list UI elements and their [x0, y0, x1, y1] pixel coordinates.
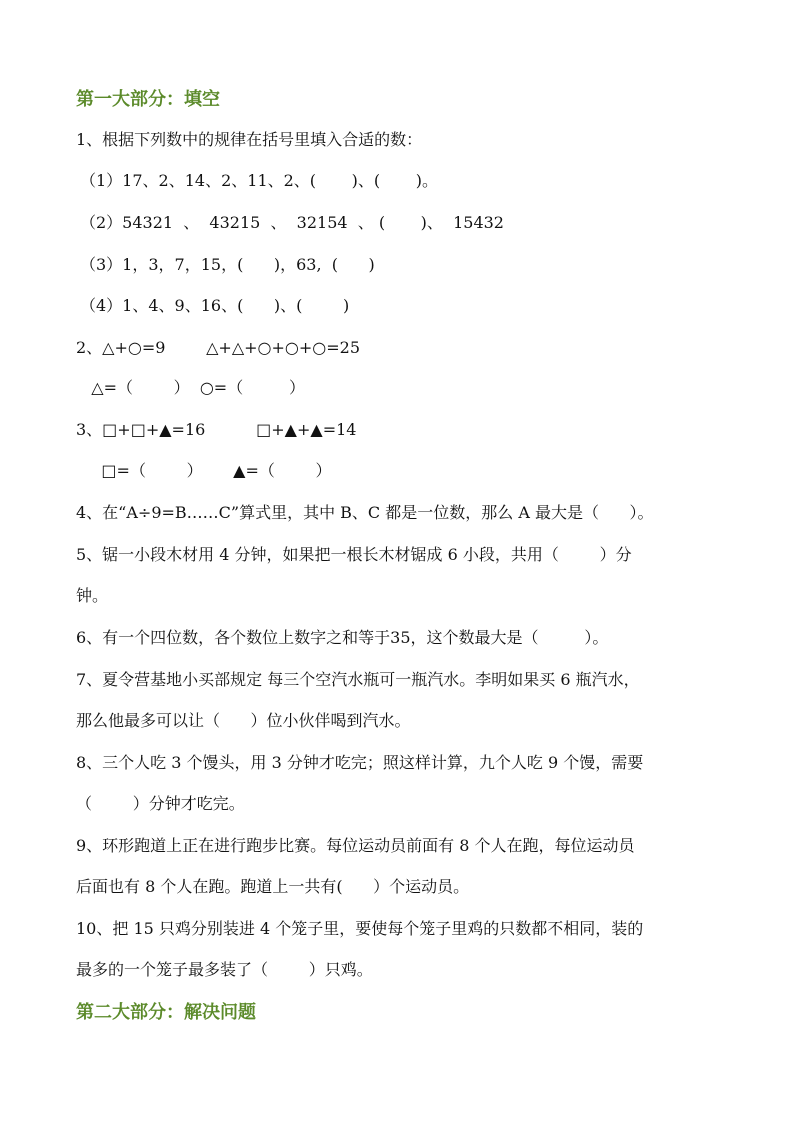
question-3-answers: □=（ ） ▲=（ ） — [76, 461, 332, 480]
question-8-line-2: （ ）分钟才吃完。 — [76, 794, 245, 813]
question-6: 6、有一个四位数，各个数位上数字之和等于35，这个数最大是（ ）。 — [76, 628, 609, 647]
question-8-line-1: 8、三个人吃 3 个馒头，用 3 分钟才吃完；照这样计算，九个人吃 9 个馒，需要 — [76, 753, 644, 772]
question-7-line-1: 7、夏令营基地小买部规定 每三个空汽水瓶可一瓶汽水。李明如果买 6 瓶汽水， — [76, 670, 640, 689]
question-5-line-2: 钟。 — [76, 586, 109, 605]
question-3-equations: 3、□+□+▲=16 □+▲+▲=14 — [76, 420, 357, 439]
question-1-part-2: （2）54321 、 43215 、 32154 、 ( )、 15432 — [80, 213, 504, 232]
question-2-answers: △=（ ） ○=（ ） — [76, 378, 305, 397]
section-1-title: 第一大部分：填空 — [76, 89, 220, 110]
question-4: 4、在“A÷9=B……C”算式里，其中 B、C 都是一位数，那么 A 最大是（ ）。 — [76, 503, 654, 522]
question-1-stem: 1、根据下列数中的规律在括号里填入合适的数： — [76, 130, 423, 149]
question-10-line-2: 最多的一个笼子最多装了（ ）只鸡。 — [76, 960, 373, 979]
question-5-line-1: 5、锯一小段木材用 4 分钟，如果把一根长木材锯成 6 小段，共用（ ）分 — [76, 545, 632, 564]
question-10-line-1: 10、把 15 只鸡分别装进 4 个笼子里，要使每个笼子里鸡的只数都不相同，装的 — [76, 919, 644, 938]
question-7-line-2: 那么他最多可以让（ ）位小伙伴喝到汽水。 — [76, 711, 411, 730]
question-1-part-4: （4）1、4、9、16、( )、( ) — [80, 296, 350, 315]
question-1-part-1: （1）17、2、14、2、11、2、( )、( )。 — [80, 171, 438, 190]
question-9-line-1: 9、环形跑道上正在进行跑步比赛。每位运动员前面有 8 个人在跑，每位运动员 — [76, 836, 635, 855]
question-2-equations: 2、△+○=9 △+△+○+○+○=25 — [76, 338, 361, 357]
section-2-title: 第二大部分：解决问题 — [76, 1002, 256, 1023]
question-1-part-3: （3）1，3，7，15，( )，63, ( ) — [80, 255, 375, 274]
question-9-line-2: 后面也有 8 个人在跑。跑道上一共有( ）个运动员。 — [76, 877, 470, 896]
